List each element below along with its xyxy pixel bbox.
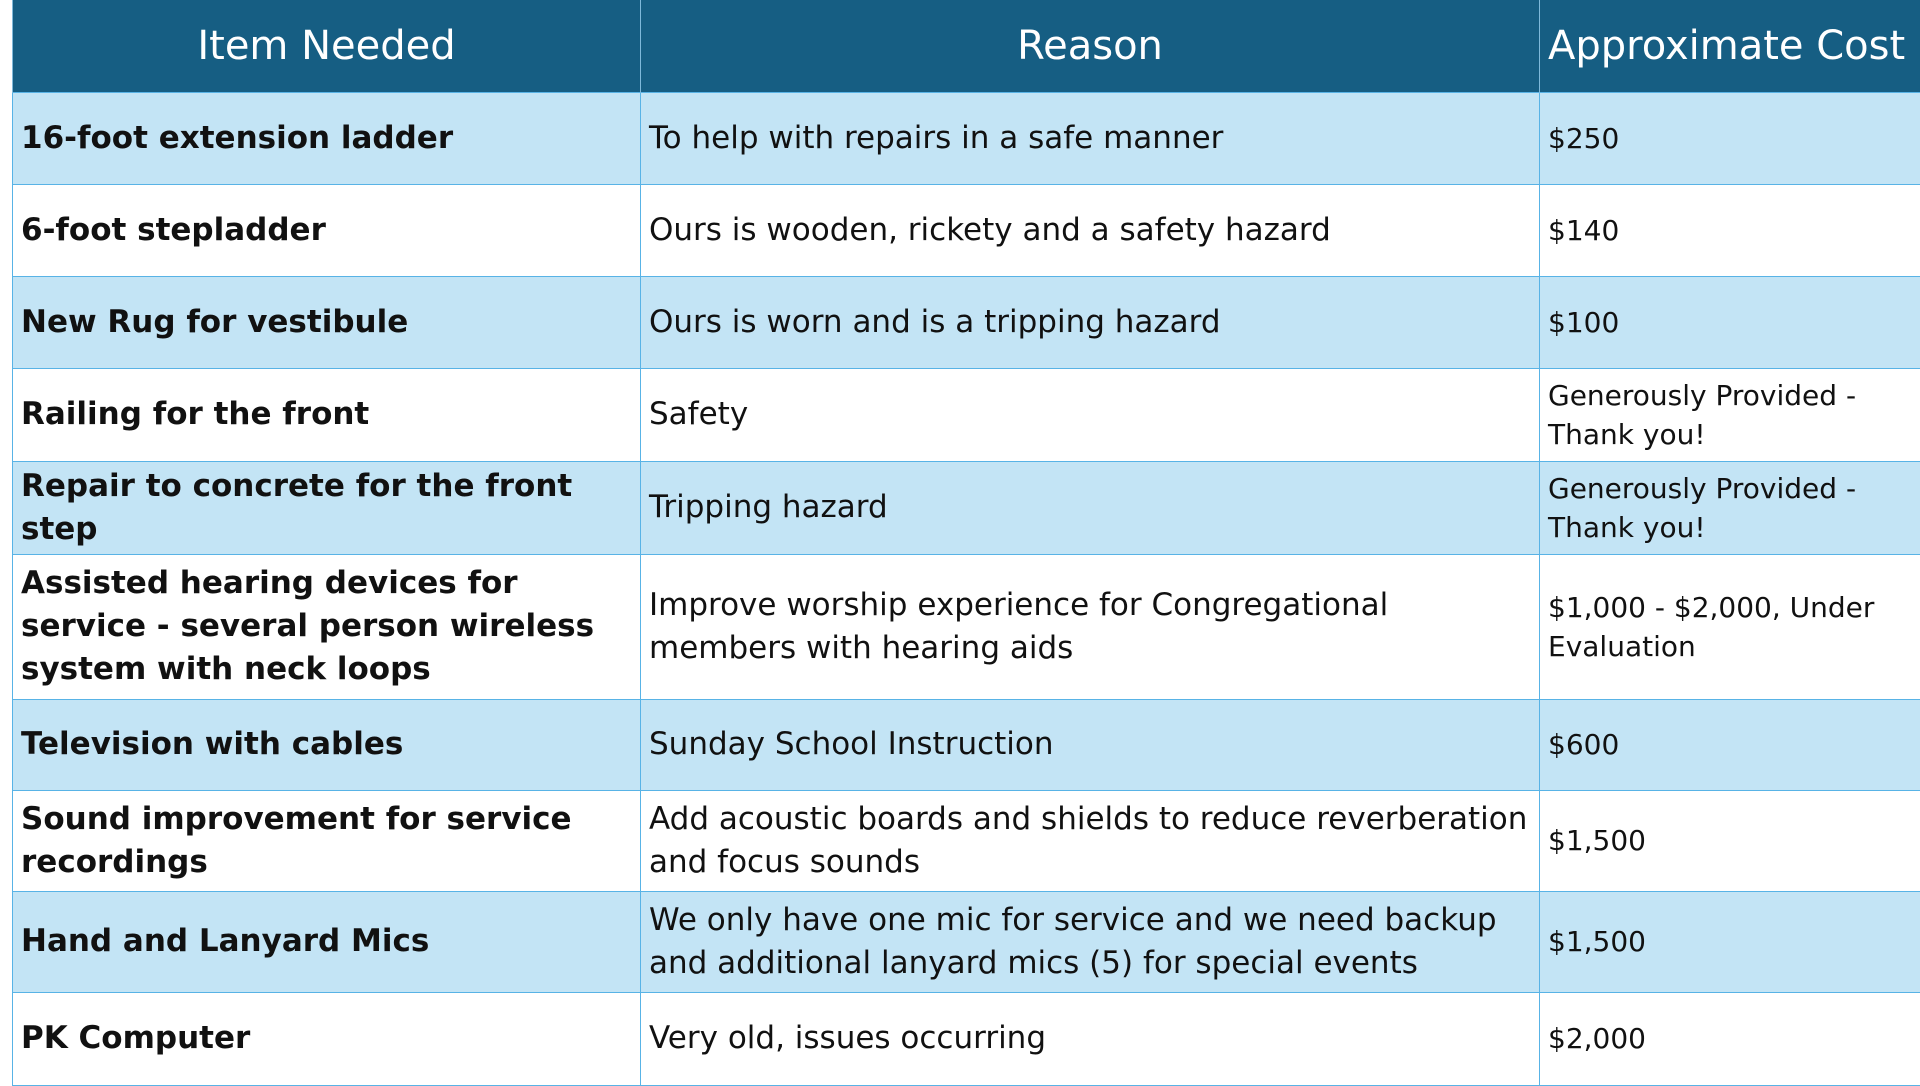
cost-cell: $140 bbox=[1540, 184, 1920, 276]
cost-cell: $1,000 - $2,000, Under Evaluation bbox=[1540, 554, 1920, 699]
table-row bbox=[13, 790, 1920, 891]
item-cell: PK Computer bbox=[13, 992, 641, 1085]
reason-cell: Ours is worn and is a tripping hazard bbox=[641, 276, 1540, 368]
reason-cell: Ours is wooden, rickety and a safety hazard bbox=[641, 184, 1540, 276]
reason-cell: Improve worship experience for Congregational members with hearing aids bbox=[641, 554, 1540, 699]
reason-cell: Add acoustic boards and shields to reduce reverberation and focus sounds bbox=[641, 790, 1540, 891]
item-cell: New Rug for vestibule bbox=[13, 276, 641, 368]
reason-cell: We only have one mic for service and we need backup and additional lanyard mics (5) for special events bbox=[641, 891, 1540, 992]
table-row bbox=[13, 891, 1920, 992]
table-row bbox=[13, 184, 1920, 276]
item-cell: Assisted hearing devices for service - several person wireless system with neck loops bbox=[13, 554, 641, 699]
needs-table bbox=[12, 0, 1920, 1086]
cost-cell: Generously Provided - Thank you! bbox=[1540, 461, 1920, 554]
header-row bbox=[13, 0, 1920, 92]
reason-cell: To help with repairs in a safe manner bbox=[641, 92, 1540, 184]
item-cell: Television with cables bbox=[13, 699, 641, 790]
cost-cell: $2,000 bbox=[1540, 992, 1920, 1085]
table-row bbox=[13, 92, 1920, 184]
reason-cell: Tripping hazard bbox=[641, 461, 1540, 554]
reason-cell: Sunday School Instruction bbox=[641, 699, 1540, 790]
header-item-needed: Item Needed bbox=[13, 0, 641, 92]
cost-cell: $1,500 bbox=[1540, 891, 1920, 992]
table-row bbox=[13, 992, 1920, 1085]
item-cell: 6-foot stepladder bbox=[13, 184, 641, 276]
item-cell: Sound improvement for service recordings bbox=[13, 790, 641, 891]
needs-table-container bbox=[12, 0, 1920, 1080]
reason-cell: Safety bbox=[641, 368, 1540, 461]
table-row bbox=[13, 461, 1920, 554]
table-row bbox=[13, 368, 1920, 461]
table-row bbox=[13, 554, 1920, 699]
cost-cell: $250 bbox=[1540, 92, 1920, 184]
cost-cell: $1,500 bbox=[1540, 790, 1920, 891]
cost-cell: Generously Provided - Thank you! bbox=[1540, 368, 1920, 461]
item-cell: Repair to concrete for the front step bbox=[13, 461, 641, 554]
table-row bbox=[13, 276, 1920, 368]
cost-cell: $600 bbox=[1540, 699, 1920, 790]
item-cell: 16-foot extension ladder bbox=[13, 92, 641, 184]
table-row bbox=[13, 699, 1920, 790]
cost-cell: $100 bbox=[1540, 276, 1920, 368]
header-reason: Reason bbox=[641, 0, 1540, 92]
item-cell: Hand and Lanyard Mics bbox=[13, 891, 641, 992]
reason-cell: Very old, issues occurring bbox=[641, 992, 1540, 1085]
item-cell: Railing for the front bbox=[13, 368, 641, 461]
header-approximate-cost: Approximate Cost bbox=[1540, 0, 1920, 92]
